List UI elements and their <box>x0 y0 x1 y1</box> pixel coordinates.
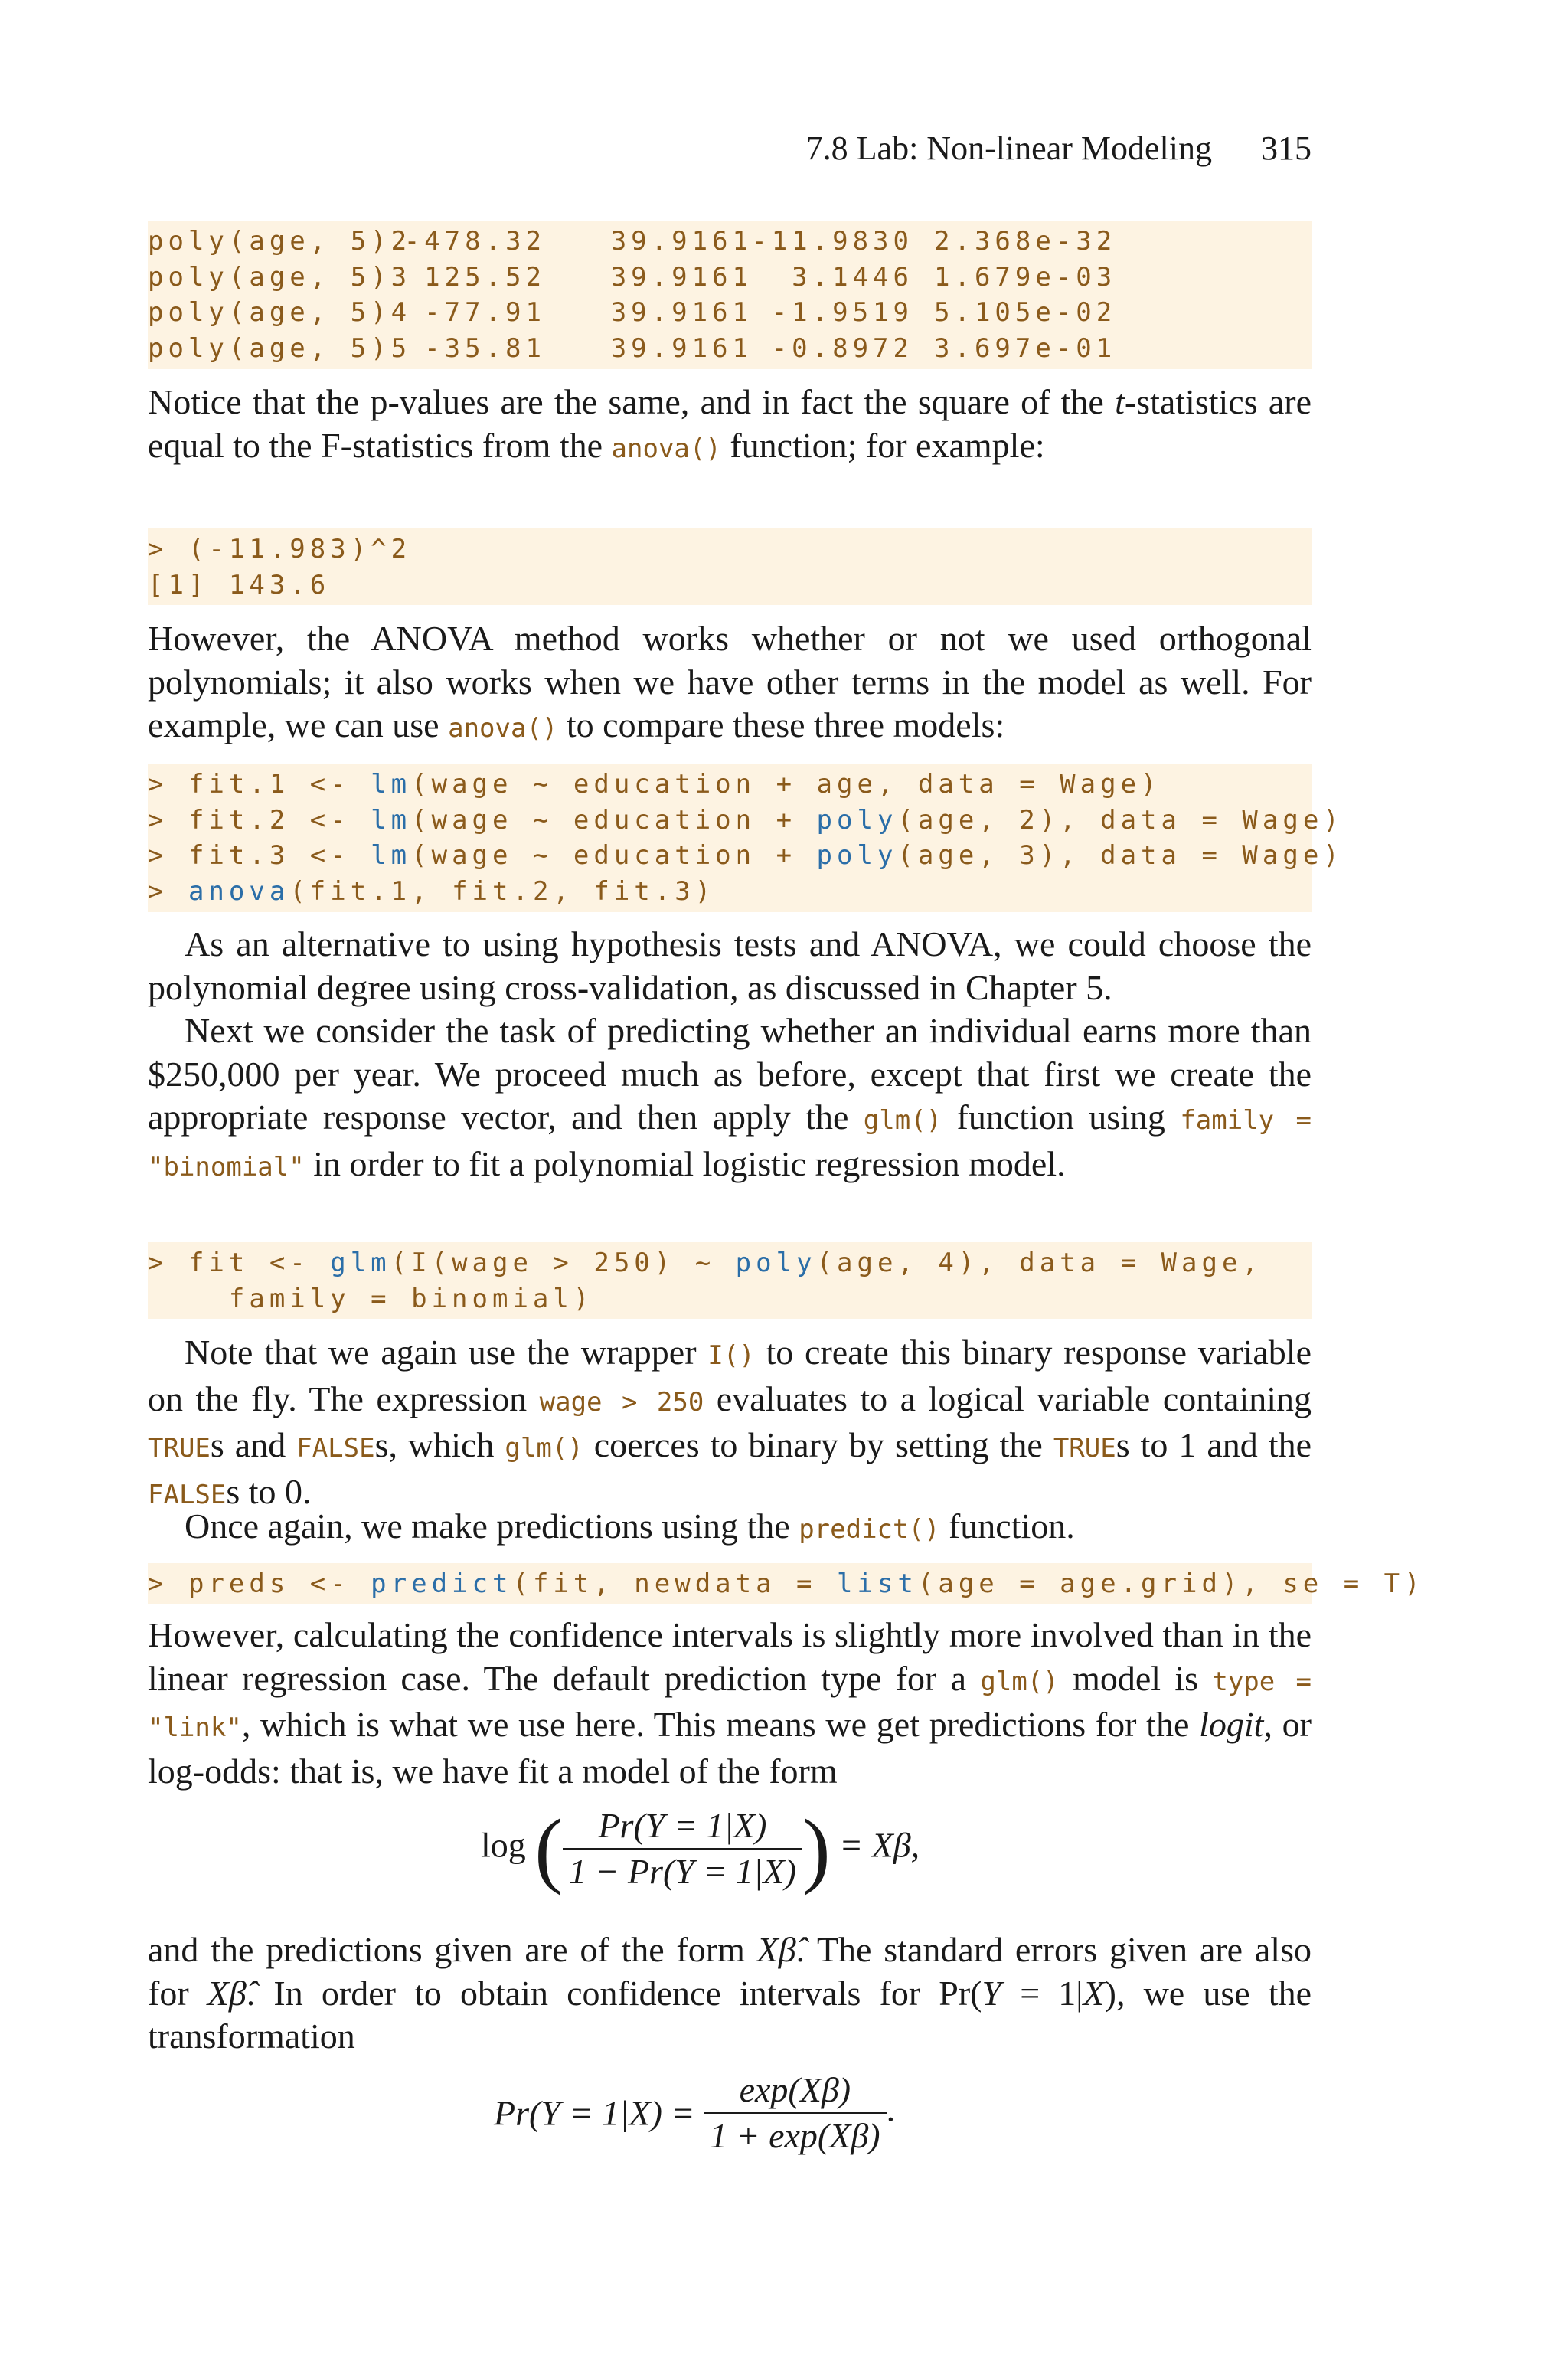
table-cell-term: poly(age, 5)5 <box>148 332 412 364</box>
table-cell-estimate: -35.81 <box>424 332 546 364</box>
table-row <box>148 260 1312 296</box>
inline-code-anova: anova() <box>448 713 558 744</box>
paragraph-wrapper: Note that we again use the wrapper I() to create this binary response variable on the fly. The expression wage > 250 evaluates to a logical variable containing TRUEs and FALSEs, which glm() coerces to binary by setting the TRUEs to 1 and the FALSEs to 0. <box>148 1333 1312 1511</box>
code-line: > (-11.983)^2 <box>148 534 412 564</box>
code-line: family = binomial) <box>148 1283 594 1314</box>
table-cell-term: poly(age, 5)3 <box>148 261 412 293</box>
code-block-glm <box>148 1242 1312 1319</box>
running-header <box>148 121 1312 167</box>
table-cell-se: 39.9161 <box>610 226 753 257</box>
table-cell-estimate: -478.32 <box>403 226 546 257</box>
table-cell-se: 39.9161 <box>610 332 753 364</box>
code-line: > anova(fit.1, fit.2, fit.3) <box>148 875 716 907</box>
emphasis-logit: logit <box>1199 1705 1264 1744</box>
table-cell-se: 39.9161 <box>610 261 753 293</box>
table-cell-se: 39.9161 <box>610 297 753 328</box>
code-line: > preds <- predict(fit, newdata = list(age = age.grid), se = T) <box>148 1568 1425 1599</box>
inline-code-glm: glm() <box>863 1105 942 1136</box>
code-line: > fit.1 <- lm(wage ~ education + age, data = Wage) <box>148 769 1161 800</box>
code-line: > fit.3 <- lm(wage ~ education + poly(age, 3), data = Wage) <box>148 840 1344 871</box>
inline-code-glm: glm() <box>505 1433 583 1464</box>
code-output-table <box>148 221 1312 369</box>
paragraph-transformation: and the predictions given are of the form Xβ̂. The standard errors given are also for Xβ̂. In order to obtain confidence intervals for Pr(Y = 1|X), we use the transformation <box>148 1930 1312 2056</box>
paragraph-confidence: However, calculating the confidence intervals is slightly more involved than in the linear regression case. The default prediction type for a glm() model is type = "link", which is what we use here. This means we get predictions for the logit, or log-odds: that is, we have fit a model of the form <box>148 1615 1312 1791</box>
inline-code-wage: wage > 250 <box>539 1386 704 1418</box>
table-cell-t: 3.1446 <box>792 261 913 293</box>
inline-code-false: FALSE <box>296 1433 375 1464</box>
fraction: $\frac{\exp(X\beta)}{1 + \exp(X\beta)}$ <box>704 2068 887 2158</box>
paragraph-logistic: Next we consider the task of predicting whether an individual earns more than $250,000 per year. We proceed much as before, except that first we create the appropriate response vector, and then apply the glm() function using family = "binomial" in order to fit a polynomial logistic regression model. <box>148 1011 1312 1183</box>
equation-probability: Pr(Y = 1|X) = $\frac{\exp(X\beta)}{1 + \exp(X\beta)}$ . <box>494 2068 895 2158</box>
table-row <box>148 295 1312 331</box>
paragraph-cross-validation: As an alternative to using hypothesis tests and ANOVA, we could choose the polynomial degree using cross-validation, as discussed in Chapter 5. <box>148 924 1312 1007</box>
inline-code-predict: predict() <box>799 1514 940 1545</box>
paragraph-anova: However, the ANOVA method works whether or not we used orthogonal polynomials; it also works when we have other terms in the model as well. For example, we can use anova() to compare these three models: <box>148 619 1312 744</box>
code-line: > fit.2 <- lm(wage ~ education + poly(age, 2), data = Wage) <box>148 804 1344 836</box>
inline-code-true: TRUE <box>1053 1433 1116 1464</box>
table-cell-p: 2.368e-32 <box>934 226 1117 257</box>
code-block-fits <box>148 764 1344 912</box>
inline-code-true: TRUE <box>148 1433 211 1464</box>
paragraph-pvalues: Notice that the p-values are the same, and in fact the square of the t-statistics are equal to the F-statistics from the anova() function; for example: <box>148 382 1312 465</box>
table-cell-estimate: 125.52 <box>424 261 546 293</box>
table-cell-p: 5.105e-02 <box>934 297 1117 328</box>
code-line: [1] 143.6 <box>148 569 331 600</box>
table-cell-t: -0.8972 <box>771 332 913 364</box>
running-title: 7.8 Lab: Non-linear Modeling <box>805 129 1212 167</box>
table-cell-term: poly(age, 5)2 <box>148 226 412 257</box>
paren-left: ( <box>534 1802 563 1896</box>
table-row <box>148 224 1312 260</box>
inline-code-false: FALSE <box>148 1479 227 1510</box>
inline-code-I: I() <box>707 1340 755 1371</box>
page-number: 315 <box>1261 129 1312 167</box>
table-cell-estimate: -77.91 <box>424 297 546 328</box>
equation-logit: log ( $\frac{Pr(Y = 1|X)}{1 - Pr(Y = 1|X)}$ ) = Xβ, <box>481 1802 920 1896</box>
coef-table <box>148 224 1312 366</box>
inline-code-anova: anova() <box>611 433 721 464</box>
code-block-predict <box>148 1563 1425 1604</box>
paragraph-predict: Once again, we make predictions using the predict() function. <box>185 1506 1075 1546</box>
table-cell-t: -11.9830 <box>751 226 913 257</box>
paren-right: ) <box>802 1802 831 1896</box>
table-row <box>148 331 1312 367</box>
code-block-square <box>148 528 1312 605</box>
inline-code-type: type = "link" <box>148 1666 1312 1743</box>
table-cell-p: 1.679e-03 <box>934 261 1117 293</box>
table-cell-term: poly(age, 5)4 <box>148 297 412 328</box>
math-t: t <box>1115 382 1125 421</box>
inline-code-glm: glm() <box>980 1666 1059 1697</box>
table-cell-p: 3.697e-01 <box>934 332 1117 364</box>
code-line: > fit <- glm(I(wage > 250) ~ poly(age, 4), data = Wage, <box>148 1248 1263 1278</box>
fraction: $\frac{Pr(Y = 1|X)}{1 - Pr(Y = 1|X)}$ <box>563 1804 802 1894</box>
table-cell-t: -1.9519 <box>771 297 913 328</box>
inline-code-family: family = "binomial" <box>148 1105 1312 1182</box>
